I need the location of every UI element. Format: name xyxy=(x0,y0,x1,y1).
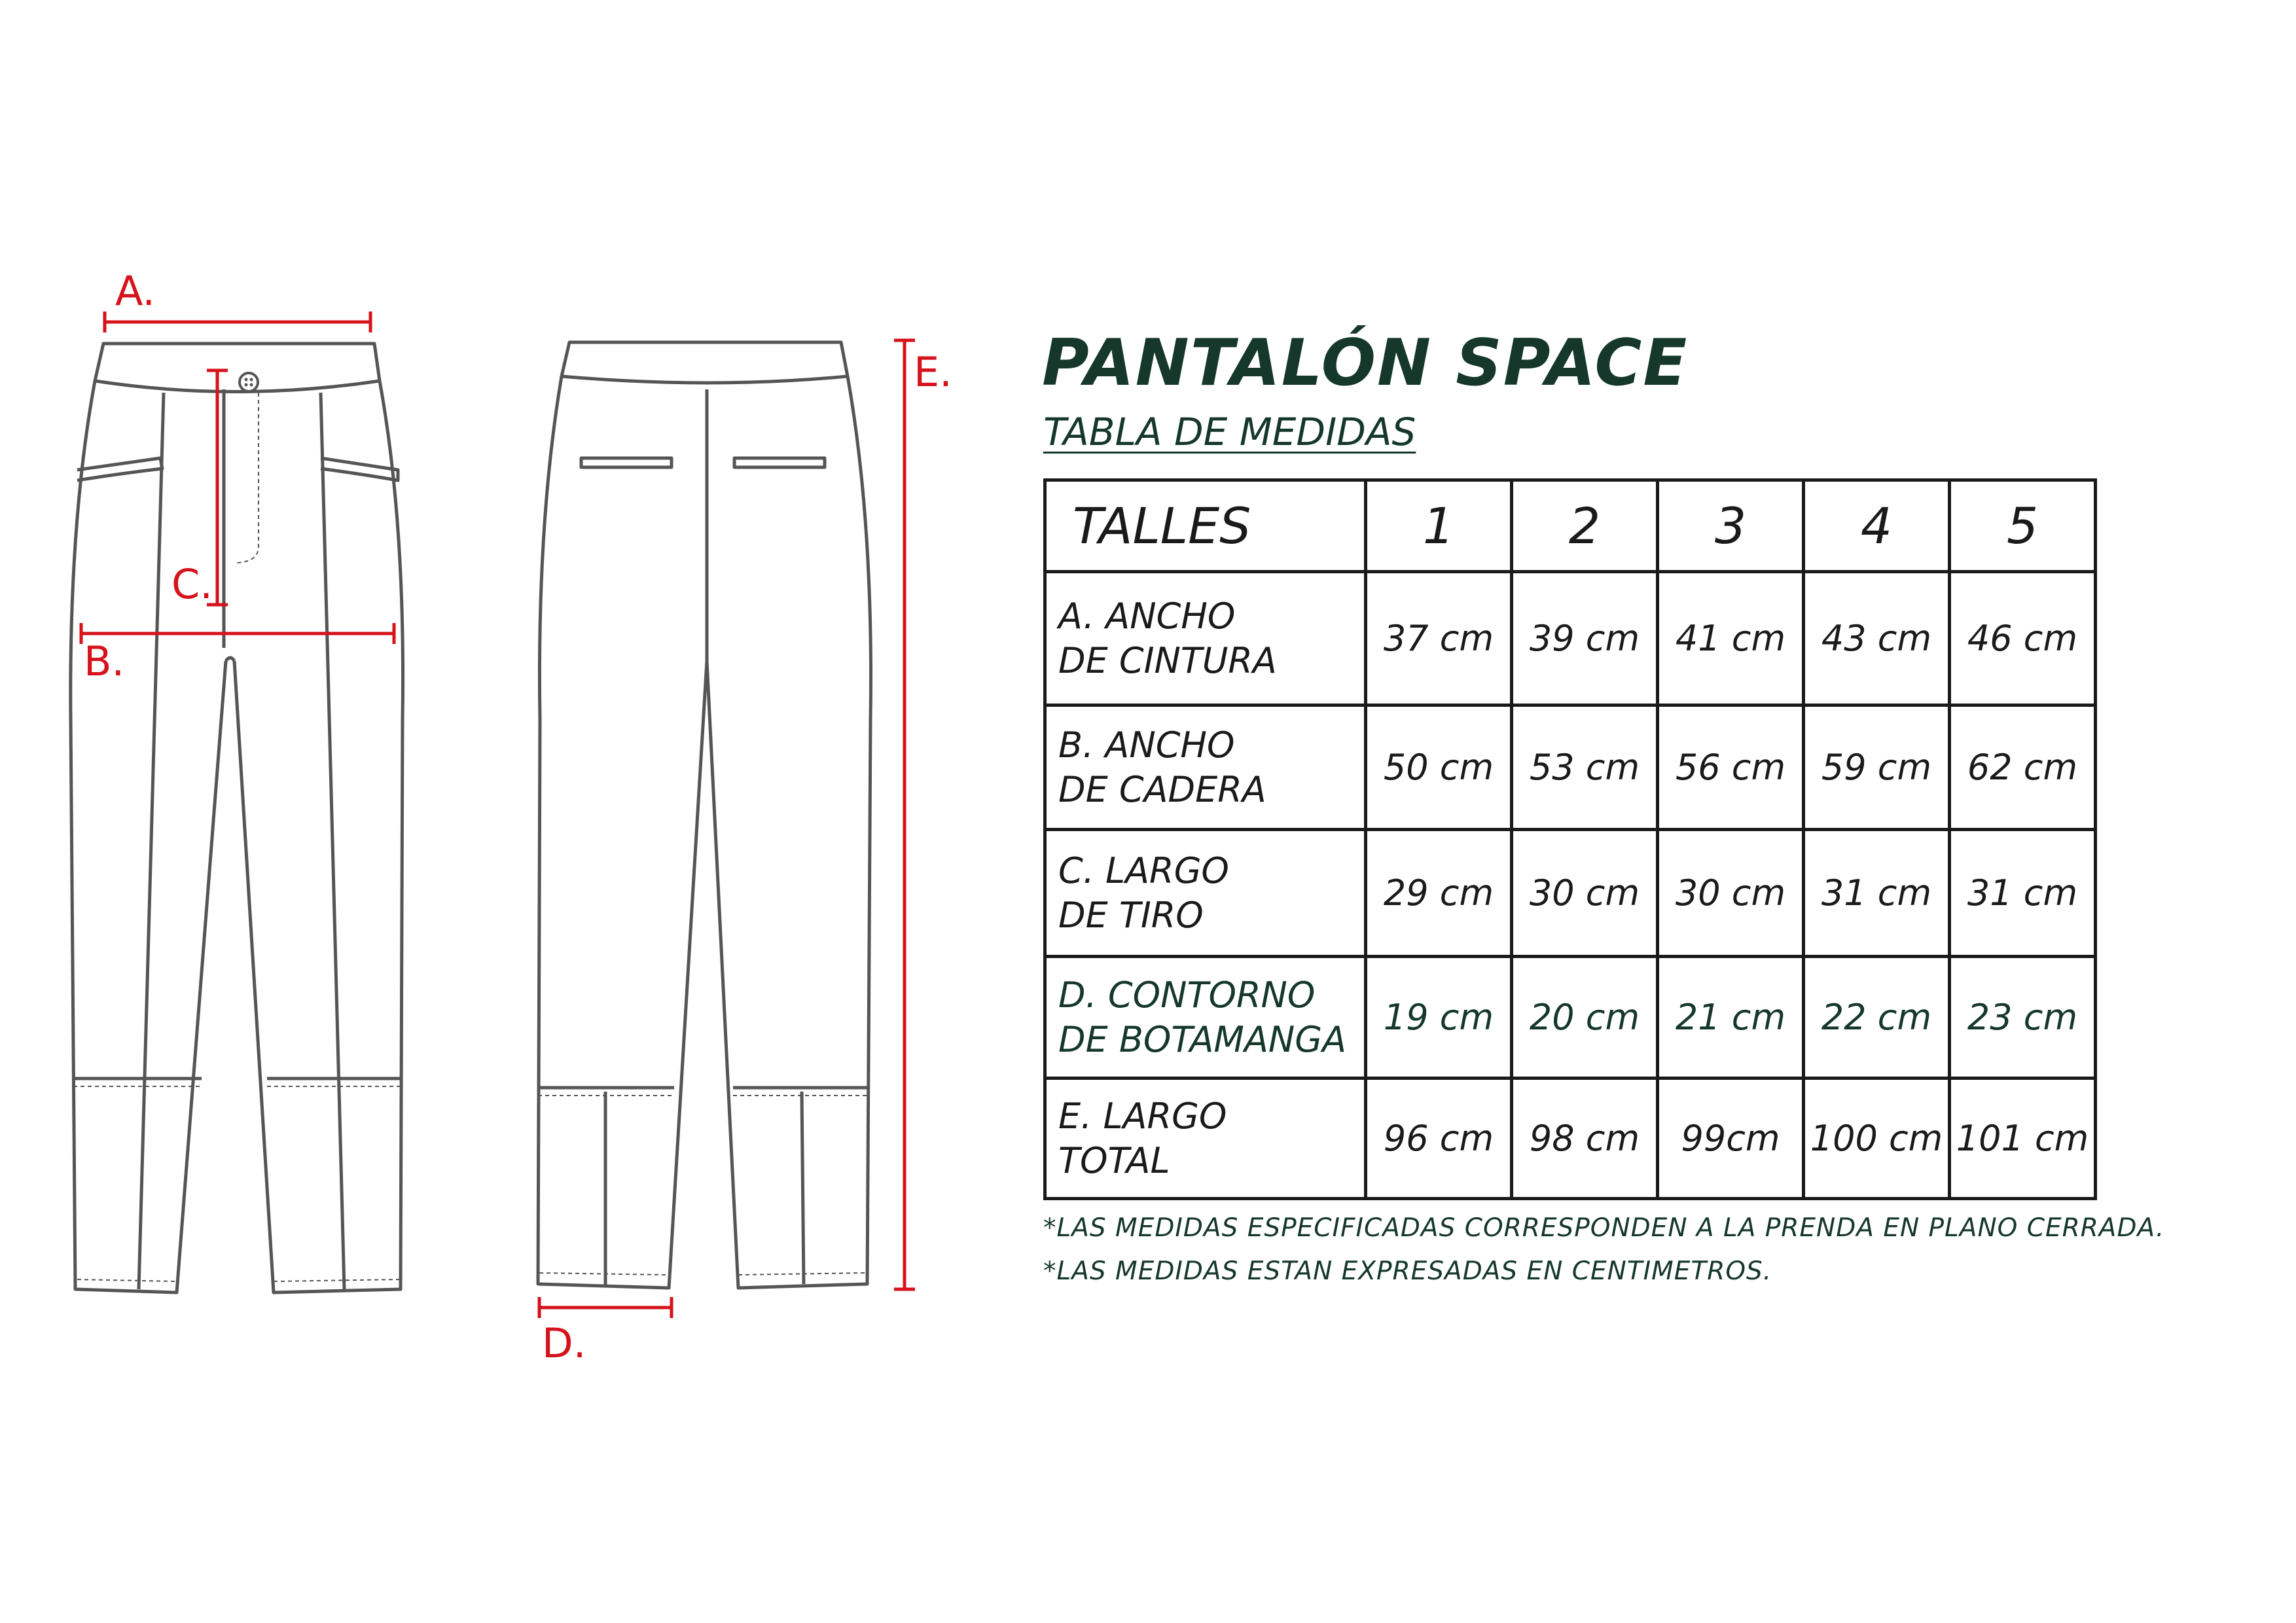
row-label-line2: TOTAL xyxy=(1058,1139,1170,1181)
table-header-row xyxy=(1045,480,2096,572)
row-label xyxy=(1045,572,1366,705)
table-row xyxy=(1045,705,2096,830)
table-cell: 98 cm xyxy=(1512,1079,1658,1199)
measure-label-b: B. xyxy=(84,637,125,685)
measure-b xyxy=(81,623,394,644)
table-row xyxy=(1045,957,2096,1079)
row-label-line1: D. CONTORNO xyxy=(1058,974,1316,1016)
table-cell: 46 cm xyxy=(1950,572,2096,705)
table-cell: 96 cm xyxy=(1366,1079,1512,1199)
measure-label-a: A. xyxy=(115,267,156,315)
table-cell: 56 cm xyxy=(1658,705,1804,830)
table-cell: 39 cm xyxy=(1512,572,1658,705)
pants-back-view xyxy=(538,342,871,1288)
pants-technical-drawings xyxy=(0,0,1021,1623)
row-label xyxy=(1045,957,1366,1079)
table-cell: 31 cm xyxy=(1804,830,1950,957)
row-label-line2: DE CADERA xyxy=(1058,768,1266,810)
row-label-line1: C. LARGO xyxy=(1058,849,1229,891)
table-cell: 59 cm xyxy=(1804,705,1950,830)
row-label-line1: E. LARGO xyxy=(1058,1095,1227,1137)
row-label-line1: A. ANCHO xyxy=(1058,595,1236,637)
header-size-2: 2 xyxy=(1512,480,1658,572)
row-label-line2: DE CINTURA xyxy=(1058,639,1277,681)
table-cell: 31 cm xyxy=(1950,830,2096,957)
header-size-1: 1 xyxy=(1366,480,1512,572)
table-cell: 23 cm xyxy=(1950,957,2096,1079)
table-cell: 22 cm xyxy=(1804,957,1950,1079)
table-cell: 19 cm xyxy=(1366,957,1512,1079)
measure-e xyxy=(894,340,915,1289)
table-cell: 37 cm xyxy=(1366,572,1512,705)
row-label xyxy=(1045,1079,1366,1199)
table-cell: 62 cm xyxy=(1950,705,2096,830)
row-label xyxy=(1045,830,1366,957)
table-cell: 29 cm xyxy=(1366,830,1512,957)
table-cell: 30 cm xyxy=(1658,830,1804,957)
measure-label-d: D. xyxy=(542,1319,586,1367)
measure-label-e: E. xyxy=(914,348,952,396)
row-label xyxy=(1045,705,1366,830)
table-cell: 20 cm xyxy=(1512,957,1658,1079)
header-size-4: 4 xyxy=(1804,480,1950,572)
measure-label-c: C. xyxy=(171,560,213,608)
row-label-line2: DE BOTAMANGA xyxy=(1058,1018,1347,1060)
table-cell: 21 cm xyxy=(1658,957,1804,1079)
pants-front-view xyxy=(71,344,403,1293)
table-cell: 101 cm xyxy=(1950,1079,2096,1199)
table-cell: 53 cm xyxy=(1512,705,1658,830)
size-chart-table xyxy=(1043,478,2097,1200)
table-cell: 50 cm xyxy=(1366,705,1512,830)
table-cell: 43 cm xyxy=(1804,572,1950,705)
table-cell: 100 cm xyxy=(1804,1079,1950,1199)
table-cell: 99cm xyxy=(1658,1079,1804,1199)
page-subtitle: TABLA DE MEDIDAS xyxy=(1043,410,1416,454)
page-title: PANTALÓN SPACE xyxy=(1042,326,1689,401)
table-cell: 41 cm xyxy=(1658,572,1804,705)
table-row xyxy=(1045,572,2096,705)
footnote-centimetros: *LAS MEDIDAS ESTAN EXPRESADAS EN CENTIMETROS. xyxy=(1043,1257,1772,1286)
row-label-line1: B. ANCHO xyxy=(1058,724,1235,766)
header-size-5: 5 xyxy=(1950,480,2096,572)
measure-d xyxy=(539,1297,672,1318)
header-size-3: 3 xyxy=(1658,480,1804,572)
table-cell: 30 cm xyxy=(1512,830,1658,957)
header-talles: TALLES xyxy=(1045,480,1366,572)
button-icon xyxy=(240,373,258,391)
row-label-line2: DE TIRO xyxy=(1058,894,1204,936)
footnote-plano-cerrada: *LAS MEDIDAS ESPECIFICADAS CORRESPONDEN A LA PRENDA EN PLANO CERRADA. xyxy=(1043,1213,2165,1243)
table-row xyxy=(1045,830,2096,957)
table-row xyxy=(1045,1079,2096,1199)
